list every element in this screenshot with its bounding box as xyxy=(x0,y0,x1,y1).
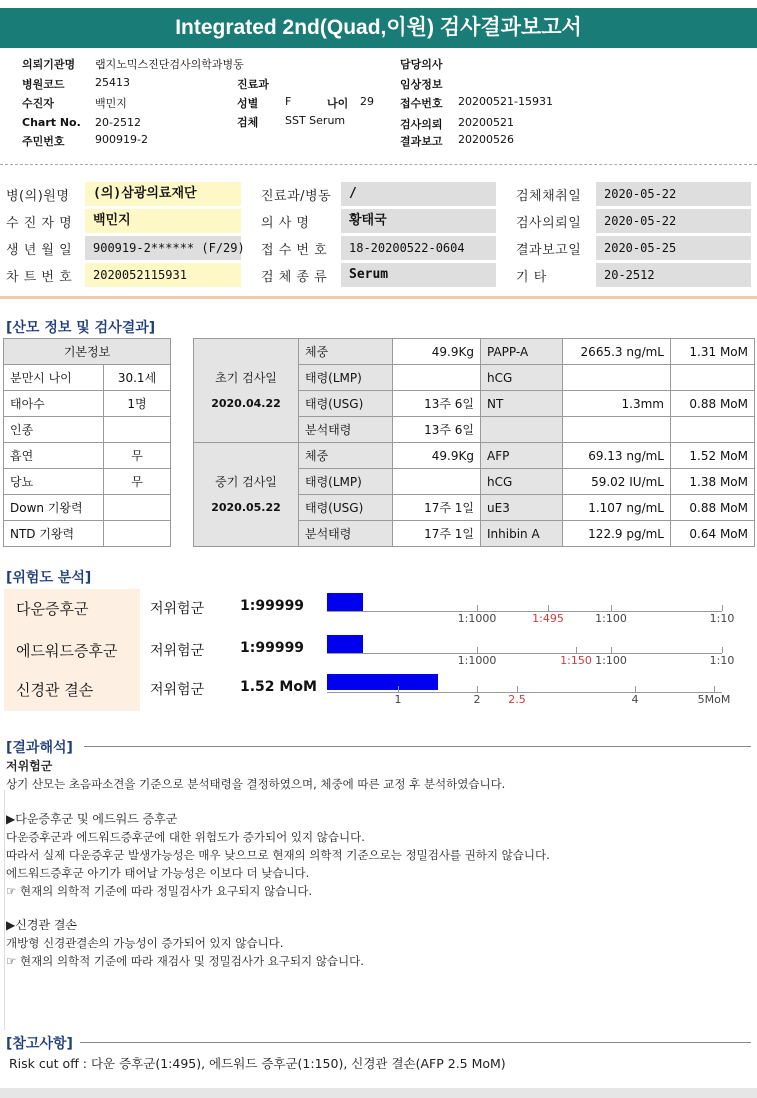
axis-tick xyxy=(722,605,723,611)
collect-date-value: 2020-05-22 xyxy=(596,182,751,206)
row-value xyxy=(393,469,481,495)
table-row xyxy=(4,443,171,469)
patient-name-label2: 수 진 자 명 xyxy=(6,216,73,231)
doctor-name-value: 황태국 xyxy=(341,209,496,233)
specimen-type-label: 검 체 종 류 xyxy=(261,270,328,285)
axis-tick-label: 1:10 xyxy=(709,654,735,667)
row-value: 13주 6일 xyxy=(393,391,481,417)
marker-mom: 0.88 MoM xyxy=(671,391,755,417)
age-label: 나이 xyxy=(327,97,349,110)
row-value xyxy=(104,495,171,521)
row-label: 태령(LMP) xyxy=(299,469,393,495)
row-value: 1명 xyxy=(104,391,171,417)
risk-group: 저위험군 xyxy=(150,601,205,617)
table-row xyxy=(4,365,171,391)
row-label: Down 기왕력 xyxy=(4,495,104,521)
report-date-label: 결과보고 xyxy=(400,135,443,148)
marker-result: 2665.3 ng/mL xyxy=(563,339,671,365)
chart-no-value: 20-2512 xyxy=(95,116,141,129)
second-exam-title: 중기 검사일 xyxy=(215,474,277,489)
second-exam-cell xyxy=(194,443,299,547)
axis-tick xyxy=(477,605,478,611)
axis-tick-label: 1:10 xyxy=(709,612,735,625)
patient-name-value: 백민지 xyxy=(95,97,127,110)
row-label: NTD 기왕력 xyxy=(4,521,104,547)
marker-mom xyxy=(671,365,755,391)
receipt-value: 18-20200522-0604 xyxy=(341,236,496,260)
row-label: 체중 xyxy=(299,443,393,469)
basic-info-header: 기본정보 xyxy=(4,339,171,365)
marker-name: hCG xyxy=(481,469,563,495)
marker-name: PAPP-A xyxy=(481,339,563,365)
marker-mom: 0.64 MoM xyxy=(671,521,755,547)
row-value: 30.1세 xyxy=(104,365,171,391)
marker-result: 1.3mm xyxy=(563,391,671,417)
marker-mom xyxy=(671,417,755,443)
marker-mom: 1.31 MoM xyxy=(671,339,755,365)
hospital-name-value: (의)삼광의료재단 xyxy=(85,182,241,206)
exam-results-table xyxy=(193,338,755,547)
axis-tick xyxy=(398,686,399,692)
age-value: 29 xyxy=(360,95,374,108)
marker-mom: 0.88 MoM xyxy=(671,495,755,521)
marker-name: uE3 xyxy=(481,495,563,521)
first-exam-title: 초기 검사일 xyxy=(215,370,277,385)
row-value: 17주 1일 xyxy=(393,521,481,547)
risk-axis xyxy=(327,611,722,612)
chart-label: 차 트 번 호 xyxy=(6,270,73,285)
axis-tick-label: 5MoM xyxy=(697,693,731,706)
institution-value: 랩지노믹스진단검사의학과병동 xyxy=(95,58,244,71)
row-value xyxy=(393,365,481,391)
row-value: 17주 1일 xyxy=(393,495,481,521)
axis-tick-label: 2 xyxy=(473,693,481,706)
marker-name xyxy=(481,417,563,443)
report-title: Integrated 2nd(Quad,이원) 검사결과보고서 xyxy=(0,8,757,48)
risk-value: 1:99999 xyxy=(240,640,305,656)
marker-result: 122.9 pg/mL xyxy=(563,521,671,547)
axis-tick-label: 1:150 xyxy=(560,654,592,667)
risk-value: 1.52 MoM xyxy=(240,679,317,695)
notes-rule xyxy=(80,1042,751,1043)
marker-result xyxy=(563,417,671,443)
specimen-type-value: Serum xyxy=(341,263,496,287)
notes-text: Risk cut off : 다운 증후군(1:495), 에드워드 증후군(1:150), 신경관 결손(AFP 2.5 MoM) xyxy=(9,1056,506,1071)
axis-tick xyxy=(477,647,478,653)
specimen-label: 검체 xyxy=(237,116,259,129)
patient-name-label: 수진자 xyxy=(22,97,54,110)
table-row xyxy=(194,443,755,469)
interp-line: ☞ 현재의 의학적 기준에 따라 정밀검사가 요구되지 않습니다. xyxy=(6,884,313,898)
notes-section-title: [참고사항] xyxy=(6,1036,73,1052)
first-exam-cell xyxy=(194,339,299,443)
interp-group: 저위험군 xyxy=(6,759,53,773)
chart-value: 2020052115931 xyxy=(85,263,241,287)
interp-rule xyxy=(84,746,751,747)
divider xyxy=(0,164,757,165)
axis-tick-label: 1:100 xyxy=(595,612,627,625)
axis-tick xyxy=(611,605,612,611)
marker-mom: 1.38 MoM xyxy=(671,469,755,495)
axis-tick-label: 1:1000 xyxy=(457,654,497,667)
risk-name: 다운증후군 xyxy=(16,600,89,618)
birth-label: 생 년 월 일 xyxy=(6,243,73,258)
axis-tick xyxy=(548,605,549,611)
marker-result xyxy=(563,365,671,391)
hospital-code-label: 병원코드 xyxy=(22,78,65,91)
marker-result: 1.107 ng/mL xyxy=(563,495,671,521)
dept-value: / xyxy=(341,182,496,206)
row-label: 흡연 xyxy=(4,443,104,469)
etc-value: 20-2512 xyxy=(596,263,751,287)
receipt-label: 접 수 번 호 xyxy=(261,243,328,258)
axis-tick xyxy=(477,686,478,692)
marker-result: 59.02 IU/mL xyxy=(563,469,671,495)
risk-bar xyxy=(327,593,363,611)
interp-line: 따라서 실제 다운증후군 발생가능성은 매우 낮으므로 현재의 의학적 기준으로는 정밀검사를 권하지 않습니다. xyxy=(6,848,550,862)
report-date-label2: 결과보고일 xyxy=(516,243,582,258)
risk-group: 저위험군 xyxy=(150,643,205,659)
basic-info-table xyxy=(3,338,171,547)
risk-bar xyxy=(327,635,363,653)
interp-line: 다운증후군과 에드워드증후군에 대한 위험도가 증가되어 있지 않습니다. xyxy=(6,830,365,844)
marker-name: NT xyxy=(481,391,563,417)
divider-thick xyxy=(0,296,757,299)
sex-value: F xyxy=(285,95,292,108)
resident-no-value: 900919-2 xyxy=(95,133,148,146)
table-row xyxy=(4,469,171,495)
table-row xyxy=(4,521,171,547)
row-label: 태아수 xyxy=(4,391,104,417)
dept-label: 진료과/병동 xyxy=(261,189,332,204)
patient-name-value2: 백민지 xyxy=(85,209,241,233)
row-label: 체중 xyxy=(299,339,393,365)
request-date-value: 20200521 xyxy=(458,116,514,129)
risk-name: 신경관 결손 xyxy=(16,681,94,699)
request-date-label: 검사의뢰 xyxy=(400,118,443,131)
left-border xyxy=(4,790,5,1030)
request-date-label2: 검사의뢰일 xyxy=(516,216,582,231)
table-row xyxy=(4,391,171,417)
row-value: 무 xyxy=(104,443,171,469)
institution-label: 의뢰기관명 xyxy=(22,58,76,71)
marker-name: Inhibin A xyxy=(481,521,563,547)
ntd-title: ▶신경관 결손 xyxy=(6,918,78,932)
row-value: 13주 6일 xyxy=(393,417,481,443)
row-label: 분석태령 xyxy=(299,417,393,443)
table-row xyxy=(194,339,755,365)
etc-label: 기 타 xyxy=(516,270,547,285)
down-title: ▶다운증후군 및 에드워드 증후군 xyxy=(6,812,178,826)
table-row xyxy=(4,417,171,443)
interp-line: 에드워드증후군 아기가 태어날 가능성은 이보다 더 낮습니다. xyxy=(6,866,310,880)
marker-name: hCG xyxy=(481,365,563,391)
axis-tick xyxy=(576,647,577,653)
interp-section-title: [결과해석] xyxy=(6,740,73,756)
axis-tick xyxy=(722,647,723,653)
marker-name: AFP xyxy=(481,443,563,469)
axis-tick xyxy=(635,686,636,692)
axis-tick-label: 1:100 xyxy=(595,654,627,667)
receipt-no-label: 접수번호 xyxy=(400,97,443,110)
collect-date-label: 검체채취일 xyxy=(516,189,582,204)
axis-tick xyxy=(611,647,612,653)
hospital-code-value: 25413 xyxy=(95,76,130,89)
first-exam-date: 2020.04.22 xyxy=(211,396,281,410)
department-label: 진료과 xyxy=(237,78,269,91)
birth-value: 900919-2****** (F/29) xyxy=(85,236,241,260)
risk-bar xyxy=(327,674,438,690)
specimen-value: SST Serum xyxy=(285,114,346,127)
axis-tick xyxy=(517,686,518,692)
row-label: 분만시 나이 xyxy=(4,365,104,391)
footer-band xyxy=(0,1088,757,1098)
axis-tick-label: 2.5 xyxy=(508,693,526,706)
chart-no-label: Chart No. xyxy=(22,116,81,129)
sex-label: 성별 xyxy=(237,97,259,110)
row-label: 태령(USG) xyxy=(299,391,393,417)
row-value xyxy=(104,417,171,443)
row-label: 당뇨 xyxy=(4,469,104,495)
row-value: 무 xyxy=(104,469,171,495)
row-value: 49.9Kg xyxy=(393,443,481,469)
maternal-section-title: [산모 정보 및 검사결과] xyxy=(6,320,156,336)
axis-tick-label: 4 xyxy=(631,693,639,706)
clinical-info-label: 임상정보 xyxy=(400,78,443,91)
interp-line: 개방형 신경관결손의 가능성이 증가되어 있지 않습니다. xyxy=(6,936,284,950)
interp-line: 상기 산모는 초음파소견을 기준으로 분석태령을 결정하였으며, 체중에 따른 교정 후 분석하였습니다. xyxy=(6,777,506,791)
marker-result: 69.13 ng/mL xyxy=(563,443,671,469)
table-row xyxy=(4,495,171,521)
second-exam-date: 2020.05.22 xyxy=(211,500,281,514)
row-label: 분석태령 xyxy=(299,521,393,547)
risk-value: 1:99999 xyxy=(240,598,305,614)
receipt-no-value: 20200521-15931 xyxy=(458,95,553,108)
risk-name: 에드워드증후군 xyxy=(16,642,118,660)
resident-no-label: 주민번호 xyxy=(22,135,65,148)
axis-tick-label: 1 xyxy=(394,693,402,706)
row-label: 태령(LMP) xyxy=(299,365,393,391)
axis-tick-label: 1:495 xyxy=(532,612,564,625)
report-date-value: 20200526 xyxy=(458,133,514,146)
hospital-name-label: 병(의)원명 xyxy=(6,189,70,204)
request-date-value2: 2020-05-22 xyxy=(596,209,751,233)
row-label: 인종 xyxy=(4,417,104,443)
interp-line: ☞ 현재의 의학적 기준에 따라 재검사 및 정밀검사가 요구되지 않습니다. xyxy=(6,954,364,968)
risk-section-title: [위험도 분석] xyxy=(6,570,92,586)
row-value xyxy=(104,521,171,547)
risk-axis xyxy=(327,653,722,654)
row-label: 태령(USG) xyxy=(299,495,393,521)
axis-tick-label: 1:1000 xyxy=(457,612,497,625)
risk-group: 저위험군 xyxy=(150,682,205,698)
marker-mom: 1.52 MoM xyxy=(671,443,755,469)
row-value: 49.9Kg xyxy=(393,339,481,365)
doctor-label: 담당의사 xyxy=(400,58,443,71)
doctor-name-label: 의 사 명 xyxy=(261,216,310,231)
axis-tick xyxy=(714,686,715,692)
report-date-value2: 2020-05-25 xyxy=(596,236,751,260)
